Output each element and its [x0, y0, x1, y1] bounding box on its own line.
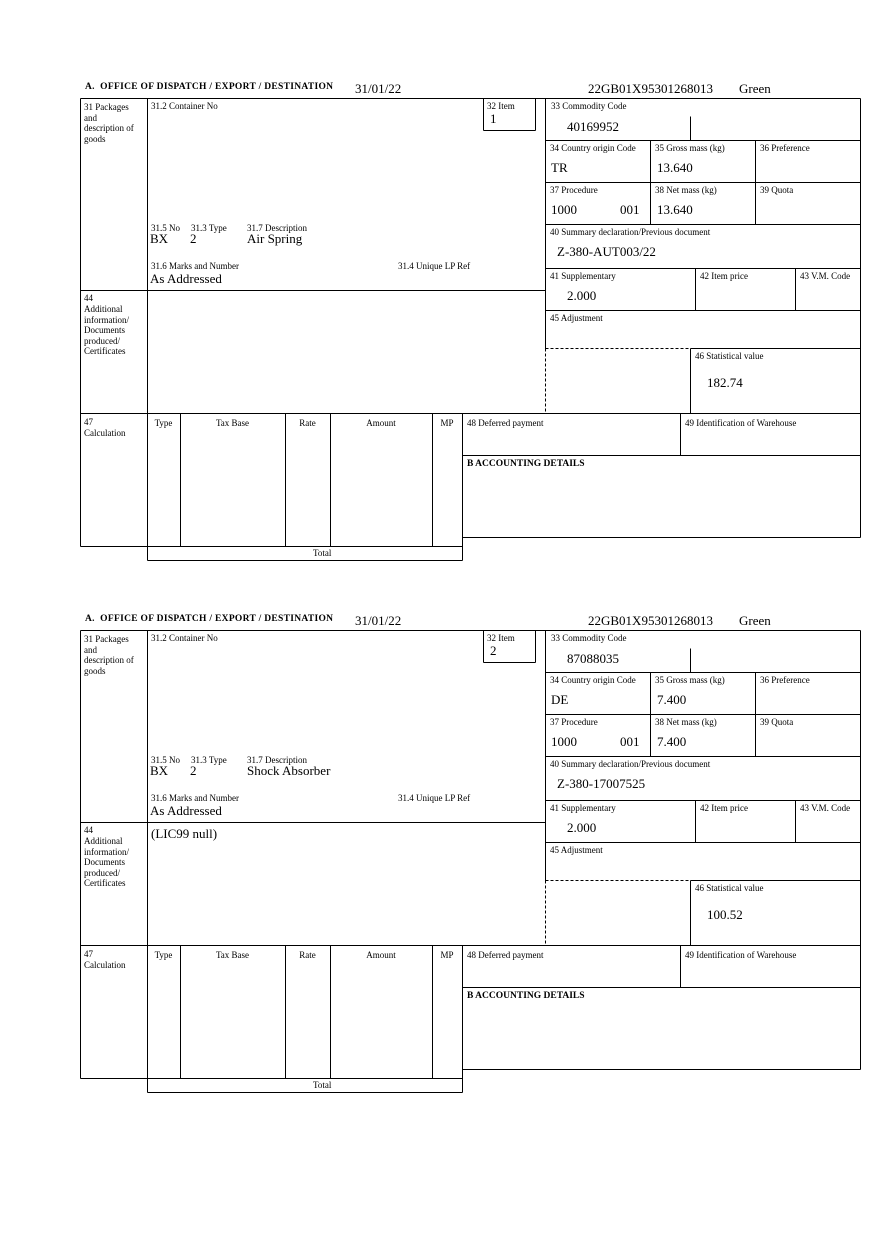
box31-3-type-label: 31.3 Type — [191, 755, 227, 765]
accounting-details-heading: B ACCOUNTING DETAILS — [467, 991, 585, 1001]
procedure-code-value: 1000 — [551, 202, 577, 217]
box37-procedure-label: 37 Procedure — [550, 717, 598, 727]
declaration-date: 31/01/22 — [355, 81, 402, 96]
box47-calculation-label: Calculation — [84, 960, 126, 970]
marks-and-numbers-value: As Addressed — [150, 271, 222, 286]
box32-item-label: 32 Item — [487, 633, 515, 643]
gross-mass-value: 13.640 — [657, 160, 693, 175]
packages-type-value: 2 — [190, 231, 197, 246]
commodity-code-value: 40169952 — [567, 119, 619, 134]
tax-type-column-header: Type — [154, 950, 173, 960]
total-label: Total — [313, 1080, 332, 1090]
box31-packages-label: 31 Packages and description of goods — [84, 102, 134, 144]
box49-warehouse-label: 49 Identification of Warehouse — [685, 418, 797, 428]
additional-information-value: (LIC99 null) — [151, 826, 218, 841]
office-of-dispatch-heading: A. OFFICE OF DISPATCH / EXPORT / DESTINATION — [85, 82, 334, 92]
packages-number-value: BX — [150, 231, 169, 246]
box33-commodity-code-label: 33 Commodity Code — [551, 101, 627, 111]
box47-number: 47 — [84, 949, 93, 959]
gross-mass-value: 7.400 — [657, 692, 687, 707]
tax-type-column-header: Type — [154, 418, 173, 428]
box35-gross-mass-label: 35 Gross mass (kg) — [655, 143, 725, 153]
box47-calculation-label: Calculation — [84, 428, 126, 438]
previous-document-value: Z-380-17007525 — [557, 776, 646, 791]
procedure-code-value: 1000 — [551, 734, 577, 749]
accounting-details-heading: B ACCOUNTING DETAILS — [467, 459, 585, 469]
box45-adjustment-label: 45 Adjustment — [550, 313, 603, 323]
box31-7-description-label: 31.7 Description — [247, 223, 307, 233]
box36-preference-label: 36 Preference — [760, 143, 810, 153]
office-of-dispatch-heading: A. OFFICE OF DISPATCH / EXPORT / DESTINATION — [85, 614, 334, 624]
net-mass-value: 13.640 — [657, 202, 693, 217]
box38-net-mass-label: 38 Net mass (kg) — [655, 717, 717, 727]
box42-item-price-label: 42 Item price — [700, 803, 748, 813]
amount-column-header: Amount — [366, 418, 396, 428]
commodity-code-value: 87088035 — [567, 651, 619, 666]
supplementary-units-value: 2.000 — [567, 288, 597, 303]
box31-5-no-label: 31.5 No — [151, 755, 180, 765]
routing-status: Green — [739, 81, 771, 96]
statistical-value: 182.74 — [707, 375, 743, 390]
goods-description-value: Shock Absorber — [247, 763, 331, 778]
box42-item-price-label: 42 Item price — [700, 271, 748, 281]
box41-supplementary-label: 41 Supplementary — [550, 271, 616, 281]
box44-additional-info-label: Additional information/ Documents produced/ Certificates — [84, 304, 129, 356]
declaration-date: 31/01/22 — [355, 613, 402, 628]
box31-5-no-label: 31.5 No — [151, 223, 180, 233]
box31-4-unique-lp-ref-label: 31.4 Unique LP Ref — [398, 793, 471, 803]
box46-statistical-value-label: 46 Statistical value — [695, 351, 764, 361]
box39-quota-label: 39 Quota — [760, 717, 794, 727]
net-mass-value: 7.400 — [657, 734, 687, 749]
mp-column-header: MP — [440, 950, 454, 960]
box40-summary-declaration-label: 40 Summary declaration/Previous document — [550, 227, 711, 237]
tax-base-column-header: Tax Base — [215, 950, 250, 960]
item-section-2 — [80, 612, 860, 1094]
procedure-code-2-value: 001 — [620, 202, 640, 217]
item-section-1 — [80, 80, 860, 562]
goods-description-value: Air Spring — [247, 231, 303, 246]
mp-column-header: MP — [440, 418, 454, 428]
box37-procedure-label: 37 Procedure — [550, 185, 598, 195]
box39-quota-label: 39 Quota — [760, 185, 794, 195]
previous-document-value: Z-380-AUT003/22 — [557, 244, 656, 259]
declaration-reference-number: 22GB01X95301268013 — [588, 613, 713, 628]
box34-country-origin-label: 34 Country origin Code — [550, 143, 636, 153]
box38-net-mass-label: 38 Net mass (kg) — [655, 185, 717, 195]
box34-country-origin-label: 34 Country origin Code — [550, 675, 636, 685]
box31-6-marks-label: 31.6 Marks and Number — [151, 261, 239, 271]
box31-6-marks-label: 31.6 Marks and Number — [151, 793, 239, 803]
item-number-value: 2 — [490, 643, 497, 658]
packages-type-value: 2 — [190, 763, 197, 778]
box41-supplementary-label: 41 Supplementary — [550, 803, 616, 813]
box31-2-container-no-label: 31.2 Container No — [151, 101, 218, 111]
tax-base-column-header: Tax Base — [215, 418, 250, 428]
box44-number: 44 — [84, 825, 93, 835]
box31-7-description-label: 31.7 Description — [247, 755, 307, 765]
declaration-reference-number: 22GB01X95301268013 — [588, 81, 713, 96]
box48-deferred-payment-label: 48 Deferred payment — [467, 950, 544, 960]
box44-number: 44 — [84, 293, 93, 303]
rate-column-header: Rate — [299, 950, 316, 960]
box46-statistical-value-label: 46 Statistical value — [695, 883, 764, 893]
rate-column-header: Rate — [299, 418, 316, 428]
box49-warehouse-label: 49 Identification of Warehouse — [685, 950, 797, 960]
item-number-value: 1 — [490, 111, 497, 126]
box31-2-container-no-label: 31.2 Container No — [151, 633, 218, 643]
statistical-value: 100.52 — [707, 907, 743, 922]
box45-adjustment-label: 45 Adjustment — [550, 845, 603, 855]
box43-vm-code-label: 43 V.M. Code — [800, 803, 851, 813]
procedure-code-2-value: 001 — [620, 734, 640, 749]
amount-column-header: Amount — [366, 950, 396, 960]
box47-number: 47 — [84, 417, 93, 427]
box35-gross-mass-label: 35 Gross mass (kg) — [655, 675, 725, 685]
total-label: Total — [313, 548, 332, 558]
marks-and-numbers-value: As Addressed — [150, 803, 222, 818]
box43-vm-code-label: 43 V.M. Code — [800, 271, 851, 281]
box31-packages-label: 31 Packages and description of goods — [84, 634, 134, 676]
country-origin-value: TR — [551, 160, 568, 175]
packages-number-value: BX — [150, 763, 169, 778]
box32-item-label: 32 Item — [487, 101, 515, 111]
box31-3-type-label: 31.3 Type — [191, 223, 227, 233]
country-origin-value: DE — [551, 692, 569, 707]
routing-status: Green — [739, 613, 771, 628]
box31-4-unique-lp-ref-label: 31.4 Unique LP Ref — [398, 261, 471, 271]
form-grid-lines — [80, 612, 862, 1094]
box40-summary-declaration-label: 40 Summary declaration/Previous document — [550, 759, 711, 769]
supplementary-units-value: 2.000 — [567, 820, 597, 835]
box44-additional-info-label: Additional information/ Documents produced/ Certificates — [84, 836, 129, 888]
box36-preference-label: 36 Preference — [760, 675, 810, 685]
box33-commodity-code-label: 33 Commodity Code — [551, 633, 627, 643]
form-grid-lines — [80, 80, 862, 562]
box48-deferred-payment-label: 48 Deferred payment — [467, 418, 544, 428]
